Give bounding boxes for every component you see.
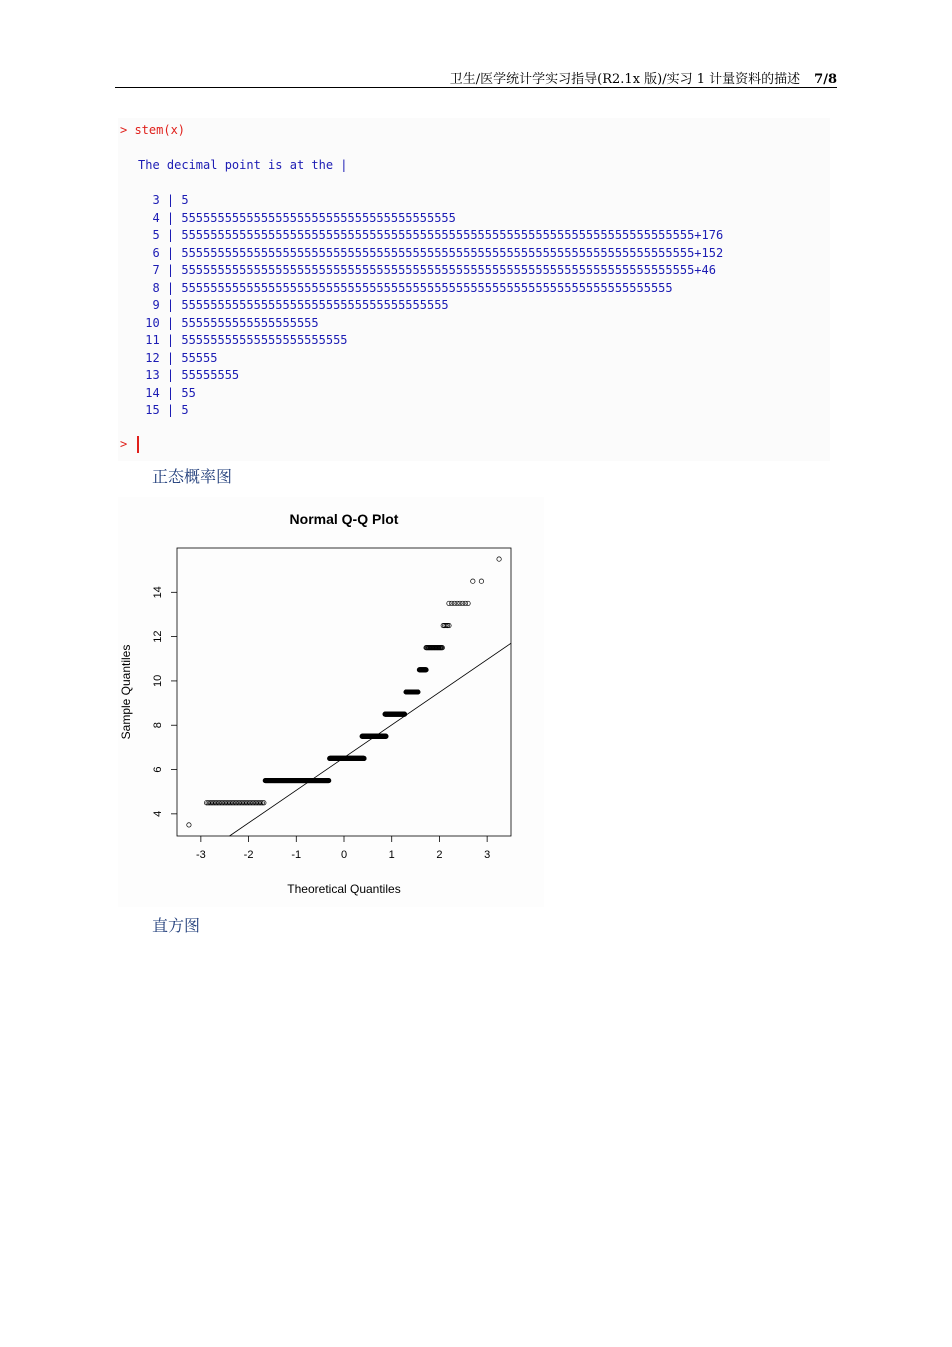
x-tick-label: -2 xyxy=(243,849,254,861)
qq-point xyxy=(497,557,501,561)
stem-row: 4 | 55555555555555555555555555555555555555 xyxy=(138,210,456,225)
stem-row: 3 | 5 xyxy=(138,193,189,207)
x-tick-label: 3 xyxy=(484,849,491,861)
console-prompt[interactable]: > xyxy=(120,437,128,451)
x-tick-label: 2 xyxy=(436,849,443,861)
stem-row: 15 | 5 xyxy=(138,403,189,417)
stem-row: 5 | 55555555555555555555555555555555555555555555555555555555555555555555555+176 xyxy=(138,228,724,242)
y-tick-label: 14 xyxy=(152,586,164,599)
x-tick-label: -3 xyxy=(195,849,206,861)
stem-row: 8 | 55555555555555555555555555555555555555555555555555555555555555555555 xyxy=(138,280,673,295)
header-text xyxy=(450,68,837,87)
y-tick-label: 12 xyxy=(152,630,164,643)
stem-row: 12 | 55555 xyxy=(138,350,218,365)
page-header xyxy=(115,68,837,88)
header-title: 卫生/医学统计学实习指导(R2.1x 版)/实习 1 计量资料的描述 xyxy=(449,72,801,87)
y-axis-label: Sample Quantiles xyxy=(119,644,133,740)
stem-row: 13 | 55555555 xyxy=(138,368,240,382)
stem-row: 9 | 5555555555555555555555555555555555555 xyxy=(138,298,449,312)
qq-point xyxy=(471,579,475,583)
y-tick-label: 6 xyxy=(152,766,164,773)
page-number: 7/8 xyxy=(814,72,837,87)
qq-point xyxy=(479,579,483,583)
stem-row: 6 | 55555555555555555555555555555555555555555555555555555555555555555555555+152 xyxy=(138,245,724,260)
data-points xyxy=(187,557,502,827)
console-command: > stem(x) xyxy=(120,123,186,137)
text-cursor xyxy=(137,436,139,453)
stem-row: 7 | 55555555555555555555555555555555555555555555555555555555555555555555555+46 xyxy=(138,263,716,277)
reference-line xyxy=(229,643,511,836)
caption-qq-plot: 正态概率图 xyxy=(152,467,233,486)
x-tick-label: 0 xyxy=(340,849,348,861)
header-rule xyxy=(115,87,837,88)
qq-plot-svg xyxy=(118,497,544,907)
y-tick-label: 8 xyxy=(152,722,164,729)
y-tick-label: 4 xyxy=(152,810,164,817)
x-tick-label: 1 xyxy=(388,849,395,861)
stem-row: 10 | 5555555555555555555 xyxy=(138,315,319,330)
x-axis xyxy=(196,836,490,861)
x-axis-label: Theoretical Quantiles xyxy=(287,882,401,896)
caption-histogram: 直方图 xyxy=(152,916,201,935)
x-tick-label: -1 xyxy=(291,849,302,861)
chart-title: Normal Q-Q Plot xyxy=(289,511,399,527)
r-console-output xyxy=(118,118,830,461)
plot-box xyxy=(177,548,511,836)
qq-point xyxy=(187,823,191,827)
stem-row: 11 | 55555555555555555555555 xyxy=(138,333,348,347)
qq-plot-figure xyxy=(118,497,544,907)
stem-decimal-note: The decimal point is at the | xyxy=(138,158,348,172)
stem-row: 14 | 55 xyxy=(138,385,196,400)
qq-point xyxy=(466,601,470,605)
y-tick-label: 10 xyxy=(152,674,164,688)
y-axis xyxy=(152,586,177,817)
